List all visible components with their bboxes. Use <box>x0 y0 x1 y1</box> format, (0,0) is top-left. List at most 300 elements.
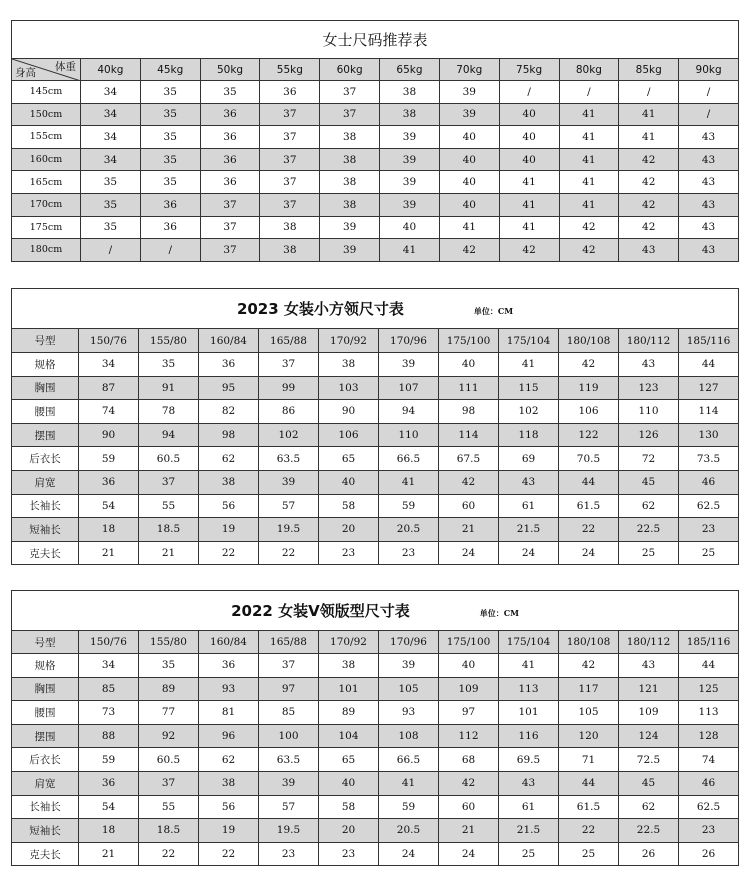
size-cell: 43 <box>679 148 739 171</box>
measurement-cell: 54 <box>79 795 139 819</box>
measurement-cell: 78 <box>139 400 199 424</box>
measurement-cell: 21 <box>79 842 139 866</box>
measurement-cell: 39 <box>379 353 439 377</box>
size-cell: 39 <box>320 239 380 262</box>
measurement-cell: 123 <box>619 376 679 400</box>
size-cell: 37 <box>320 103 380 126</box>
measurement-cell: 23 <box>259 842 319 866</box>
weight-header: 70kg <box>439 59 499 81</box>
measurement-cell: 45 <box>619 771 679 795</box>
table3-title: 2022 女装V领版型尺寸表 <box>231 602 410 620</box>
measurement-cell: 43 <box>499 771 559 795</box>
size-cell: 37 <box>200 239 260 262</box>
measurement-label: 摆围 <box>12 423 79 447</box>
size-cell: 37 <box>320 81 380 104</box>
table-row <box>12 541 739 565</box>
measurement-cell: 36 <box>79 771 139 795</box>
measurement-cell: 111 <box>439 376 499 400</box>
measurement-label: 胸围 <box>12 376 79 400</box>
table-row <box>12 400 739 424</box>
measurement-cell: 130 <box>679 423 739 447</box>
height-label: 175cm <box>12 216 81 239</box>
weight-axis-label: 体重 <box>55 61 76 73</box>
measurement-cell: 96 <box>199 724 259 748</box>
weight-header: 60kg <box>320 59 380 81</box>
measurement-cell: 19.5 <box>259 819 319 843</box>
table-row <box>12 677 739 701</box>
size-header: 155/80 <box>139 631 199 654</box>
header-row <box>12 631 739 654</box>
size-cell: 37 <box>260 148 320 171</box>
measurement-cell: 40 <box>439 654 499 678</box>
measurement-cell: 38 <box>319 654 379 678</box>
size-cell: 37 <box>260 126 320 149</box>
size-header: 165/88 <box>259 631 319 654</box>
measurement-cell: 22 <box>199 541 259 565</box>
measurement-cell: 45 <box>619 470 679 494</box>
measurement-cell: 21 <box>439 819 499 843</box>
measurement-label: 后衣长 <box>12 447 79 471</box>
size-cell: 37 <box>260 171 320 194</box>
measurement-label: 克夫长 <box>12 541 79 565</box>
measurement-cell: 21 <box>439 518 499 542</box>
size-cell: 36 <box>140 216 200 239</box>
size-header: 165/88 <box>259 329 319 353</box>
measurement-cell: 102 <box>259 423 319 447</box>
size-header: 160/84 <box>199 631 259 654</box>
measurement-cell: 44 <box>559 470 619 494</box>
size-cell: 41 <box>559 148 619 171</box>
measurement-cell: 42 <box>439 470 499 494</box>
table-row <box>12 216 739 239</box>
measurement-cell: 25 <box>679 541 739 565</box>
measurement-cell: 38 <box>199 470 259 494</box>
measurement-cell: 42 <box>559 353 619 377</box>
measurement-cell: 39 <box>379 654 439 678</box>
measurement-cell: 40 <box>439 353 499 377</box>
measurement-cell: 119 <box>559 376 619 400</box>
measurement-cell: 74 <box>679 748 739 772</box>
measurement-cell: 18 <box>79 819 139 843</box>
size-header: 170/96 <box>379 329 439 353</box>
size-cell: 42 <box>439 239 499 262</box>
weight-height-corner <box>12 59 81 81</box>
measurement-cell: 19 <box>199 819 259 843</box>
size-header: 150/76 <box>79 329 139 353</box>
measurement-cell: 19 <box>199 518 259 542</box>
size-cell: 43 <box>679 171 739 194</box>
measurement-cell: 108 <box>379 724 439 748</box>
size-cell: 41 <box>559 193 619 216</box>
measurement-cell: 21.5 <box>499 819 559 843</box>
measurement-label: 规格 <box>12 353 79 377</box>
size-cell: 40 <box>380 216 440 239</box>
size-header: 155/80 <box>139 329 199 353</box>
measurement-cell: 65 <box>319 447 379 471</box>
size-cell: 38 <box>260 239 320 262</box>
measurement-label: 长袖长 <box>12 494 79 518</box>
measurement-cell: 21.5 <box>499 518 559 542</box>
measurement-cell: 23 <box>319 842 379 866</box>
measurement-cell: 39 <box>259 470 319 494</box>
table-row <box>12 724 739 748</box>
table1-title: 女士尺码推荐表 <box>12 21 739 59</box>
size-cell: 41 <box>559 103 619 126</box>
table2-title: 2023 女装小方领尺寸表 <box>236 300 404 318</box>
size-header: 180/112 <box>619 329 679 353</box>
measurement-cell: 44 <box>679 654 739 678</box>
measurement-label: 腰围 <box>12 701 79 725</box>
size-cell: 41 <box>499 171 559 194</box>
size-header: 175/104 <box>499 631 559 654</box>
measurement-cell: 23 <box>319 541 379 565</box>
measurement-cell: 99 <box>259 376 319 400</box>
measurement-cell: 114 <box>439 423 499 447</box>
measurement-cell: 62.5 <box>679 795 739 819</box>
measurement-cell: 103 <box>319 376 379 400</box>
size-header: 180/108 <box>559 329 619 353</box>
measurement-cell: 38 <box>199 771 259 795</box>
measurement-cell: 60.5 <box>139 447 199 471</box>
size-cell: 35 <box>81 216 141 239</box>
size-cell: 41 <box>619 126 679 149</box>
measurement-cell: 55 <box>139 795 199 819</box>
measurement-cell: 25 <box>499 842 559 866</box>
measurement-cell: 59 <box>79 748 139 772</box>
size-cell: 35 <box>140 171 200 194</box>
measurement-cell: 34 <box>79 654 139 678</box>
size-cell: 39 <box>380 171 440 194</box>
measurement-cell: 69.5 <box>499 748 559 772</box>
size-cell: 39 <box>439 103 499 126</box>
measurement-cell: 120 <box>559 724 619 748</box>
measurement-cell: 24 <box>439 541 499 565</box>
measurement-cell: 24 <box>379 842 439 866</box>
size-cell: 41 <box>559 171 619 194</box>
measurement-cell: 63.5 <box>259 748 319 772</box>
size-cell: / <box>140 239 200 262</box>
table-row <box>12 771 739 795</box>
measurement-cell: 35 <box>139 654 199 678</box>
measurement-cell: 128 <box>679 724 739 748</box>
measurement-cell: 58 <box>319 494 379 518</box>
size-cell: / <box>81 239 141 262</box>
size-cell: / <box>499 81 559 104</box>
weight-header: 40kg <box>81 59 141 81</box>
size-cell: 41 <box>499 216 559 239</box>
measurement-cell: 22 <box>259 541 319 565</box>
size-cell: / <box>679 103 739 126</box>
size-cell: 42 <box>619 193 679 216</box>
measurement-cell: 89 <box>139 677 199 701</box>
size-cell: 40 <box>439 126 499 149</box>
size-cell: 42 <box>619 216 679 239</box>
table-row <box>12 353 739 377</box>
size-cell: 34 <box>81 81 141 104</box>
measurement-cell: 126 <box>619 423 679 447</box>
measurement-label: 短袖长 <box>12 518 79 542</box>
size-cell: 39 <box>380 126 440 149</box>
size-cell: 38 <box>320 171 380 194</box>
measurement-cell: 106 <box>319 423 379 447</box>
table-row <box>12 447 739 471</box>
measurement-cell: 34 <box>79 353 139 377</box>
vneck-size-table-2022 <box>11 590 738 866</box>
measurement-cell: 93 <box>379 701 439 725</box>
measurement-label: 短袖长 <box>12 819 79 843</box>
measurement-cell: 46 <box>679 771 739 795</box>
measurement-cell: 43 <box>499 470 559 494</box>
measurement-cell: 106 <box>559 400 619 424</box>
size-cell: 35 <box>140 126 200 149</box>
table-row <box>12 193 739 216</box>
collar-size-table-2023 <box>11 288 738 565</box>
measurement-cell: 23 <box>379 541 439 565</box>
measurement-cell: 25 <box>619 541 679 565</box>
measurement-cell: 56 <box>199 494 259 518</box>
measurement-cell: 61 <box>499 795 559 819</box>
measurement-cell: 93 <box>199 677 259 701</box>
measurement-cell: 67.5 <box>439 447 499 471</box>
measurement-cell: 18 <box>79 518 139 542</box>
measurement-label: 胸围 <box>12 677 79 701</box>
measurement-cell: 46 <box>679 470 739 494</box>
measurement-cell: 42 <box>559 654 619 678</box>
table-row <box>12 171 739 194</box>
table-row <box>12 494 739 518</box>
measurement-label: 克夫长 <box>12 842 79 866</box>
measurement-cell: 105 <box>379 677 439 701</box>
measurement-cell: 85 <box>79 677 139 701</box>
height-label: 155cm <box>12 126 81 149</box>
size-cell: 39 <box>439 81 499 104</box>
measurement-label: 腰围 <box>12 400 79 424</box>
measurement-cell: 115 <box>499 376 559 400</box>
weight-header: 75kg <box>499 59 559 81</box>
size-cell: 41 <box>439 216 499 239</box>
measurement-cell: 57 <box>259 494 319 518</box>
measurement-cell: 41 <box>379 470 439 494</box>
size-cell: 43 <box>679 193 739 216</box>
measurement-cell: 59 <box>79 447 139 471</box>
height-label: 145cm <box>12 81 81 104</box>
measurement-cell: 94 <box>379 400 439 424</box>
size-cell: 35 <box>140 148 200 171</box>
size-cell: 42 <box>619 148 679 171</box>
size-cell: / <box>619 81 679 104</box>
measurement-cell: 71 <box>559 748 619 772</box>
table-row <box>12 81 739 104</box>
measurement-cell: 18.5 <box>139 518 199 542</box>
measurement-cell: 85 <box>259 701 319 725</box>
measurement-cell: 105 <box>559 701 619 725</box>
table-row <box>12 748 739 772</box>
size-cell: 40 <box>499 126 559 149</box>
measurement-cell: 24 <box>499 541 559 565</box>
measurement-cell: 73.5 <box>679 447 739 471</box>
measurement-cell: 40 <box>319 771 379 795</box>
measurement-cell: 26 <box>679 842 739 866</box>
measurement-label: 规格 <box>12 654 79 678</box>
measurement-cell: 22 <box>559 518 619 542</box>
size-cell: 37 <box>200 193 260 216</box>
measurement-cell: 62.5 <box>679 494 739 518</box>
measurement-cell: 77 <box>139 701 199 725</box>
measurement-cell: 118 <box>499 423 559 447</box>
measurement-cell: 63.5 <box>259 447 319 471</box>
size-header: 175/104 <box>499 329 559 353</box>
weight-header: 55kg <box>260 59 320 81</box>
size-cell: 43 <box>619 239 679 262</box>
size-header: 175/100 <box>439 329 499 353</box>
size-cell: 38 <box>320 126 380 149</box>
measurement-cell: 41 <box>499 654 559 678</box>
measurement-cell: 20.5 <box>379 819 439 843</box>
measurement-cell: 20.5 <box>379 518 439 542</box>
measurement-cell: 110 <box>379 423 439 447</box>
table-row <box>12 819 739 843</box>
size-header: 185/116 <box>679 329 739 353</box>
measurement-label: 肩宽 <box>12 771 79 795</box>
measurement-cell: 94 <box>139 423 199 447</box>
size-cell: 40 <box>499 103 559 126</box>
measurement-cell: 54 <box>79 494 139 518</box>
measurement-cell: 55 <box>139 494 199 518</box>
size-cell: / <box>559 81 619 104</box>
table-row <box>12 842 739 866</box>
size-header: 180/108 <box>559 631 619 654</box>
size-cell: 39 <box>320 216 380 239</box>
size-cell: 34 <box>81 126 141 149</box>
measurement-cell: 60 <box>439 795 499 819</box>
measurement-cell: 36 <box>199 654 259 678</box>
measurement-cell: 37 <box>259 654 319 678</box>
measurement-cell: 81 <box>199 701 259 725</box>
measurement-cell: 113 <box>499 677 559 701</box>
measurement-cell: 38 <box>319 353 379 377</box>
measurement-cell: 37 <box>259 353 319 377</box>
size-recommendation-table <box>11 20 738 262</box>
measurement-cell: 86 <box>259 400 319 424</box>
table-row <box>12 701 739 725</box>
measurement-cell: 125 <box>679 677 739 701</box>
measurement-cell: 102 <box>499 400 559 424</box>
measurement-label: 长袖长 <box>12 795 79 819</box>
measurement-cell: 37 <box>139 470 199 494</box>
measurement-cell: 41 <box>379 771 439 795</box>
measurement-cell: 73 <box>79 701 139 725</box>
measurement-cell: 113 <box>679 701 739 725</box>
size-cell: 36 <box>200 126 260 149</box>
weight-header: 65kg <box>380 59 440 81</box>
measurement-cell: 101 <box>319 677 379 701</box>
table-row <box>12 654 739 678</box>
size-cell: 42 <box>559 239 619 262</box>
measurement-label: 后衣长 <box>12 748 79 772</box>
measurement-cell: 37 <box>139 771 199 795</box>
measurement-cell: 69 <box>499 447 559 471</box>
table-row <box>12 470 739 494</box>
measurement-cell: 19.5 <box>259 518 319 542</box>
measurement-cell: 109 <box>619 701 679 725</box>
table-row <box>12 148 739 171</box>
measurement-cell: 18.5 <box>139 819 199 843</box>
size-cell: 38 <box>380 81 440 104</box>
measurement-cell: 107 <box>379 376 439 400</box>
height-label: 170cm <box>12 193 81 216</box>
measurement-cell: 35 <box>139 353 199 377</box>
measurement-cell: 22.5 <box>619 518 679 542</box>
measurement-cell: 97 <box>259 677 319 701</box>
measurement-cell: 20 <box>319 819 379 843</box>
measurement-cell: 74 <box>79 400 139 424</box>
size-cell: 37 <box>260 193 320 216</box>
measurement-cell: 98 <box>439 400 499 424</box>
measurement-cell: 90 <box>319 400 379 424</box>
measurement-cell: 60 <box>439 494 499 518</box>
table3-title-cell <box>12 591 739 631</box>
measurement-cell: 110 <box>619 400 679 424</box>
measurement-cell: 97 <box>439 701 499 725</box>
measurement-cell: 24 <box>559 541 619 565</box>
size-cell: 38 <box>380 103 440 126</box>
measurement-cell: 65 <box>319 748 379 772</box>
measurement-cell: 40 <box>319 470 379 494</box>
measurement-cell: 101 <box>499 701 559 725</box>
size-cell: 35 <box>81 193 141 216</box>
measurement-cell: 98 <box>199 423 259 447</box>
measurement-cell: 62 <box>199 447 259 471</box>
size-cell: 38 <box>260 216 320 239</box>
table3-unit: 单位：CM <box>479 608 519 618</box>
measurement-cell: 62 <box>199 748 259 772</box>
measurement-cell: 82 <box>199 400 259 424</box>
size-header: 170/92 <box>319 631 379 654</box>
size-header: 160/84 <box>199 329 259 353</box>
measurement-cell: 62 <box>619 795 679 819</box>
height-label: 160cm <box>12 148 81 171</box>
table2-unit: 单位：CM <box>473 306 514 316</box>
weight-header: 90kg <box>679 59 739 81</box>
measurement-cell: 61.5 <box>559 795 619 819</box>
measurement-cell: 124 <box>619 724 679 748</box>
size-cell: 35 <box>81 171 141 194</box>
measurement-cell: 70.5 <box>559 447 619 471</box>
size-cell: 36 <box>140 193 200 216</box>
size-cell: 41 <box>380 239 440 262</box>
measurement-cell: 25 <box>559 842 619 866</box>
table-row <box>12 795 739 819</box>
measurement-cell: 22 <box>139 842 199 866</box>
measurement-cell: 22 <box>559 819 619 843</box>
measurement-cell: 20 <box>319 518 379 542</box>
measurement-label: 肩宽 <box>12 470 79 494</box>
size-cell: 38 <box>320 193 380 216</box>
measurement-cell: 112 <box>439 724 499 748</box>
model-label: 号型 <box>12 631 79 654</box>
measurement-cell: 127 <box>679 376 739 400</box>
size-cell: 43 <box>679 239 739 262</box>
table-row <box>12 126 739 149</box>
size-header: 175/100 <box>439 631 499 654</box>
size-cell: 35 <box>140 81 200 104</box>
measurement-cell: 61.5 <box>559 494 619 518</box>
size-cell: 43 <box>679 216 739 239</box>
table-row <box>12 239 739 262</box>
measurement-cell: 36 <box>199 353 259 377</box>
measurement-cell: 89 <box>319 701 379 725</box>
size-cell: 37 <box>200 216 260 239</box>
